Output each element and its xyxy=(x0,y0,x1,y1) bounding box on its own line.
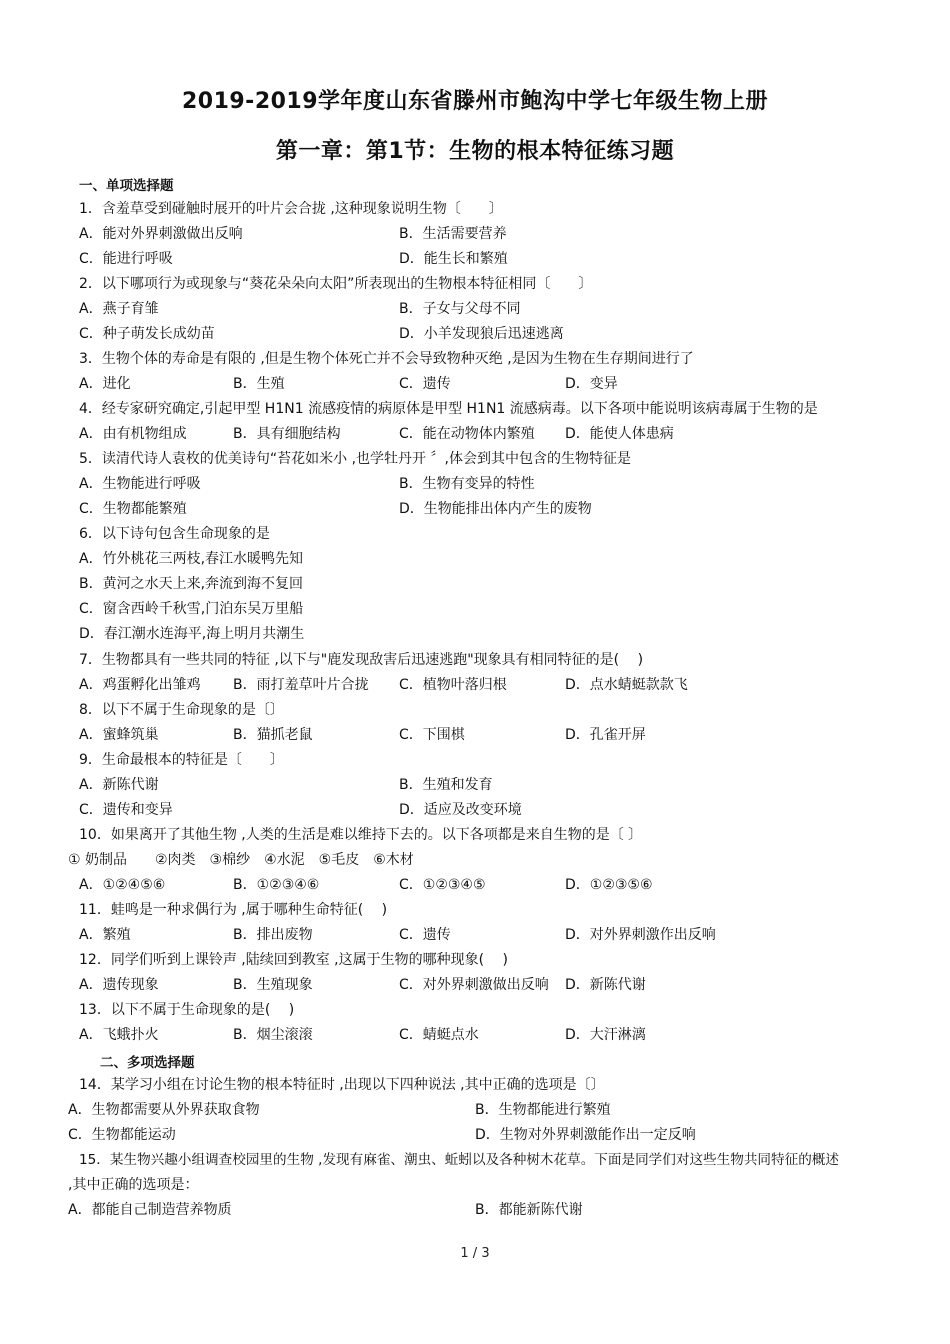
q12-option-a: A．遗传现象 xyxy=(79,977,159,993)
q4-option-c: C．能在动物体内繁殖 xyxy=(399,426,535,442)
q3-option-d: D．变异 xyxy=(565,376,618,392)
question-15-line-2: ,其中正确的选项是： xyxy=(68,1177,199,1193)
q1-option-b: B．生活需要营养 xyxy=(399,226,507,242)
q10-option-a: A．①②④⑤⑥ xyxy=(79,877,166,893)
q5-option-b: B．生物有变异的特性 xyxy=(399,476,535,492)
q2-option-b: B．子女与父母不同 xyxy=(399,301,521,317)
title-line-2: 第一章：第1节：生物的根本特征练习题 xyxy=(275,139,675,164)
q2-option-a: A．燕子育雏 xyxy=(79,301,159,317)
q10-option-c: C．①②③④⑤ xyxy=(399,877,486,893)
question-8: 8．以下不属于生命现象的是〔〕 xyxy=(79,702,284,718)
q4-option-d: D．能使人体患病 xyxy=(565,426,674,442)
q14-option-d: D．生物对外界刺激能作出一定反响 xyxy=(475,1127,696,1143)
q9-option-c: C．遗传和变异 xyxy=(79,802,173,818)
page-number: 1 / 3 xyxy=(460,1246,490,1261)
q10-option-d: D．①②③⑤⑥ xyxy=(565,877,653,893)
q13-option-b: B．烟尘滚滚 xyxy=(233,1027,313,1043)
q8-option-d: D．孔雀开屏 xyxy=(565,727,646,743)
q14-option-b: B．生物都能进行繁殖 xyxy=(475,1102,611,1118)
q7-option-d: D．点水蜻蜓款款飞 xyxy=(565,677,688,693)
q12-option-c: C．对外界刺激做出反响 xyxy=(399,977,549,993)
q11-option-a: A．繁殖 xyxy=(79,927,131,943)
question-9: 9．生命最根本的特征是〔 〕 xyxy=(79,752,284,768)
section-single-choice: 一、单项选择题 xyxy=(79,178,174,194)
q3-option-b: B．生殖 xyxy=(233,376,285,392)
q1-option-c: C．能进行呼吸 xyxy=(79,251,173,267)
q5-option-a: A．生物能进行呼吸 xyxy=(79,476,201,492)
q5-option-d: D．生物能排出体内产生的废物 xyxy=(399,501,592,517)
q12-option-b: B．生殖现象 xyxy=(233,977,313,993)
q7-option-a: A．鸡蛋孵化出雏鸡 xyxy=(79,677,201,693)
question-3: 3．生物个体的寿命是有限的 ,但是生物个体死亡并不会导致物种灭绝 ,是因为生物在生存期间进行了 xyxy=(79,351,694,367)
q11-option-c: C．遗传 xyxy=(399,927,451,943)
question-10: 10．如果离开了其他生物 ,人类的生活是难以维持下去的。以下各项都是来自生物的是〔 〕 xyxy=(79,827,643,843)
q9-option-d: D．适应及改变环境 xyxy=(399,802,522,818)
q6-option-a: A．竹外桃花三两枝,春江水暖鸭先知 xyxy=(79,551,304,567)
q15-option-a: A．都能自己制造营养物质 xyxy=(68,1202,232,1218)
q4-option-b: B．具有细胞结构 xyxy=(233,426,341,442)
q1-option-d: D．能生长和繁殖 xyxy=(399,251,508,267)
q10-option-b: B．①②③④⑥ xyxy=(233,877,320,893)
q13-option-c: C．蜻蜓点水 xyxy=(399,1027,479,1043)
q9-option-a: A．新陈代谢 xyxy=(79,777,159,793)
q13-option-d: D．大汗淋漓 xyxy=(565,1027,646,1043)
q9-option-b: B．生殖和发育 xyxy=(399,777,493,793)
q14-option-a: A．生物都需要从外界获取食物 xyxy=(68,1102,260,1118)
q1-option-a: A．能对外界刺激做出反响 xyxy=(79,226,243,242)
q12-option-d: D．新陈代谢 xyxy=(565,977,646,993)
q6-option-b: B．黄河之水天上来,奔流到海不复回 xyxy=(79,576,304,592)
q11-option-b: B．排出废物 xyxy=(233,927,313,943)
q6-option-c: C．窗含西岭千秋雪,门泊东吴万里船 xyxy=(79,601,304,617)
q14-option-c: C．生物都能运动 xyxy=(68,1127,176,1143)
q15-option-b: B．都能新陈代谢 xyxy=(475,1202,583,1218)
q8-option-b: B．猫抓老鼠 xyxy=(233,727,313,743)
q3-option-a: A．进化 xyxy=(79,376,131,392)
question-4: 4．经专家研究确定,引起甲型 H1N1 流感疫情的病原体是甲型 H1N1 流感病毒。以下各项中能说明该病毒属于生物的是 xyxy=(79,401,818,417)
question-5: 5．读清代诗人袁枚的优美诗句“苔花如米小 ,也学牡丹开 〞,体会到其中包含的生物特征是 xyxy=(79,451,631,467)
question-15-line-1: 15．某生物兴趣小组调查校园里的生物 ,发现有麻雀、潮虫、蚯蚓以及各种树木花草。下面是同学们对这些生物共同特征的概述 xyxy=(79,1152,839,1168)
q4-option-a: A．由有机物组成 xyxy=(79,426,187,442)
q2-option-d: D．小羊发现狼后迅速逃离 xyxy=(399,326,564,342)
question-11: 11．蛙鸣是一种求偶行为 ,属于哪种生命特征( ) xyxy=(79,902,388,918)
q13-option-a: A．飞蛾扑火 xyxy=(79,1027,159,1043)
q2-option-c: C．种子萌发长成幼苗 xyxy=(79,326,215,342)
question-1: 1．含羞草受到碰触时展开的叶片会合拢 ,这种现象说明生物〔 〕 xyxy=(79,201,503,217)
q10-items: ① 奶制品 ②肉类 ③棉纱 ④水泥 ⑤毛皮 ⑥木材 xyxy=(68,852,414,868)
q8-option-c: C．下围棋 xyxy=(399,727,465,743)
question-2: 2．以下哪项行为或现象与“葵花朵朵向太阳”所表现出的生物根本特征相同〔 〕 xyxy=(79,276,593,292)
q3-option-c: C．遗传 xyxy=(399,376,451,392)
q8-option-a: A．蜜蜂筑巢 xyxy=(79,727,159,743)
question-7: 7．生物都具有一些共同的特征 ,以下与"鹿发现敌害后迅速逃跑"现象具有相同特征的是( ) xyxy=(79,652,644,668)
q7-option-b: B．雨打羞草叶片合拢 xyxy=(233,677,369,693)
q7-option-c: C．植物叶落归根 xyxy=(399,677,507,693)
question-12: 12．同学们听到上课铃声 ,陆续回到教室 ,这属于生物的哪种现象( ) xyxy=(79,952,508,968)
q5-option-c: C．生物都能繁殖 xyxy=(79,501,187,517)
question-6: 6．以下诗句包含生命现象的是 xyxy=(79,526,270,542)
q11-option-d: D．对外界刺激作出反响 xyxy=(565,927,716,943)
title-line-1: 2019-2019学年度山东省滕州市鲍沟中学七年级生物上册 xyxy=(181,89,769,114)
question-14: 14．某学习小组在讨论生物的根本特征时 ,出现以下四种说法 ,其中正确的选项是〔〕 xyxy=(79,1077,605,1093)
question-13: 13．以下不属于生命现象的是( ) xyxy=(79,1002,295,1018)
q6-option-d: D．春江潮水连海平,海上明月共潮生 xyxy=(79,626,305,642)
section-multiple-choice: 二、多项选择题 xyxy=(100,1055,195,1071)
